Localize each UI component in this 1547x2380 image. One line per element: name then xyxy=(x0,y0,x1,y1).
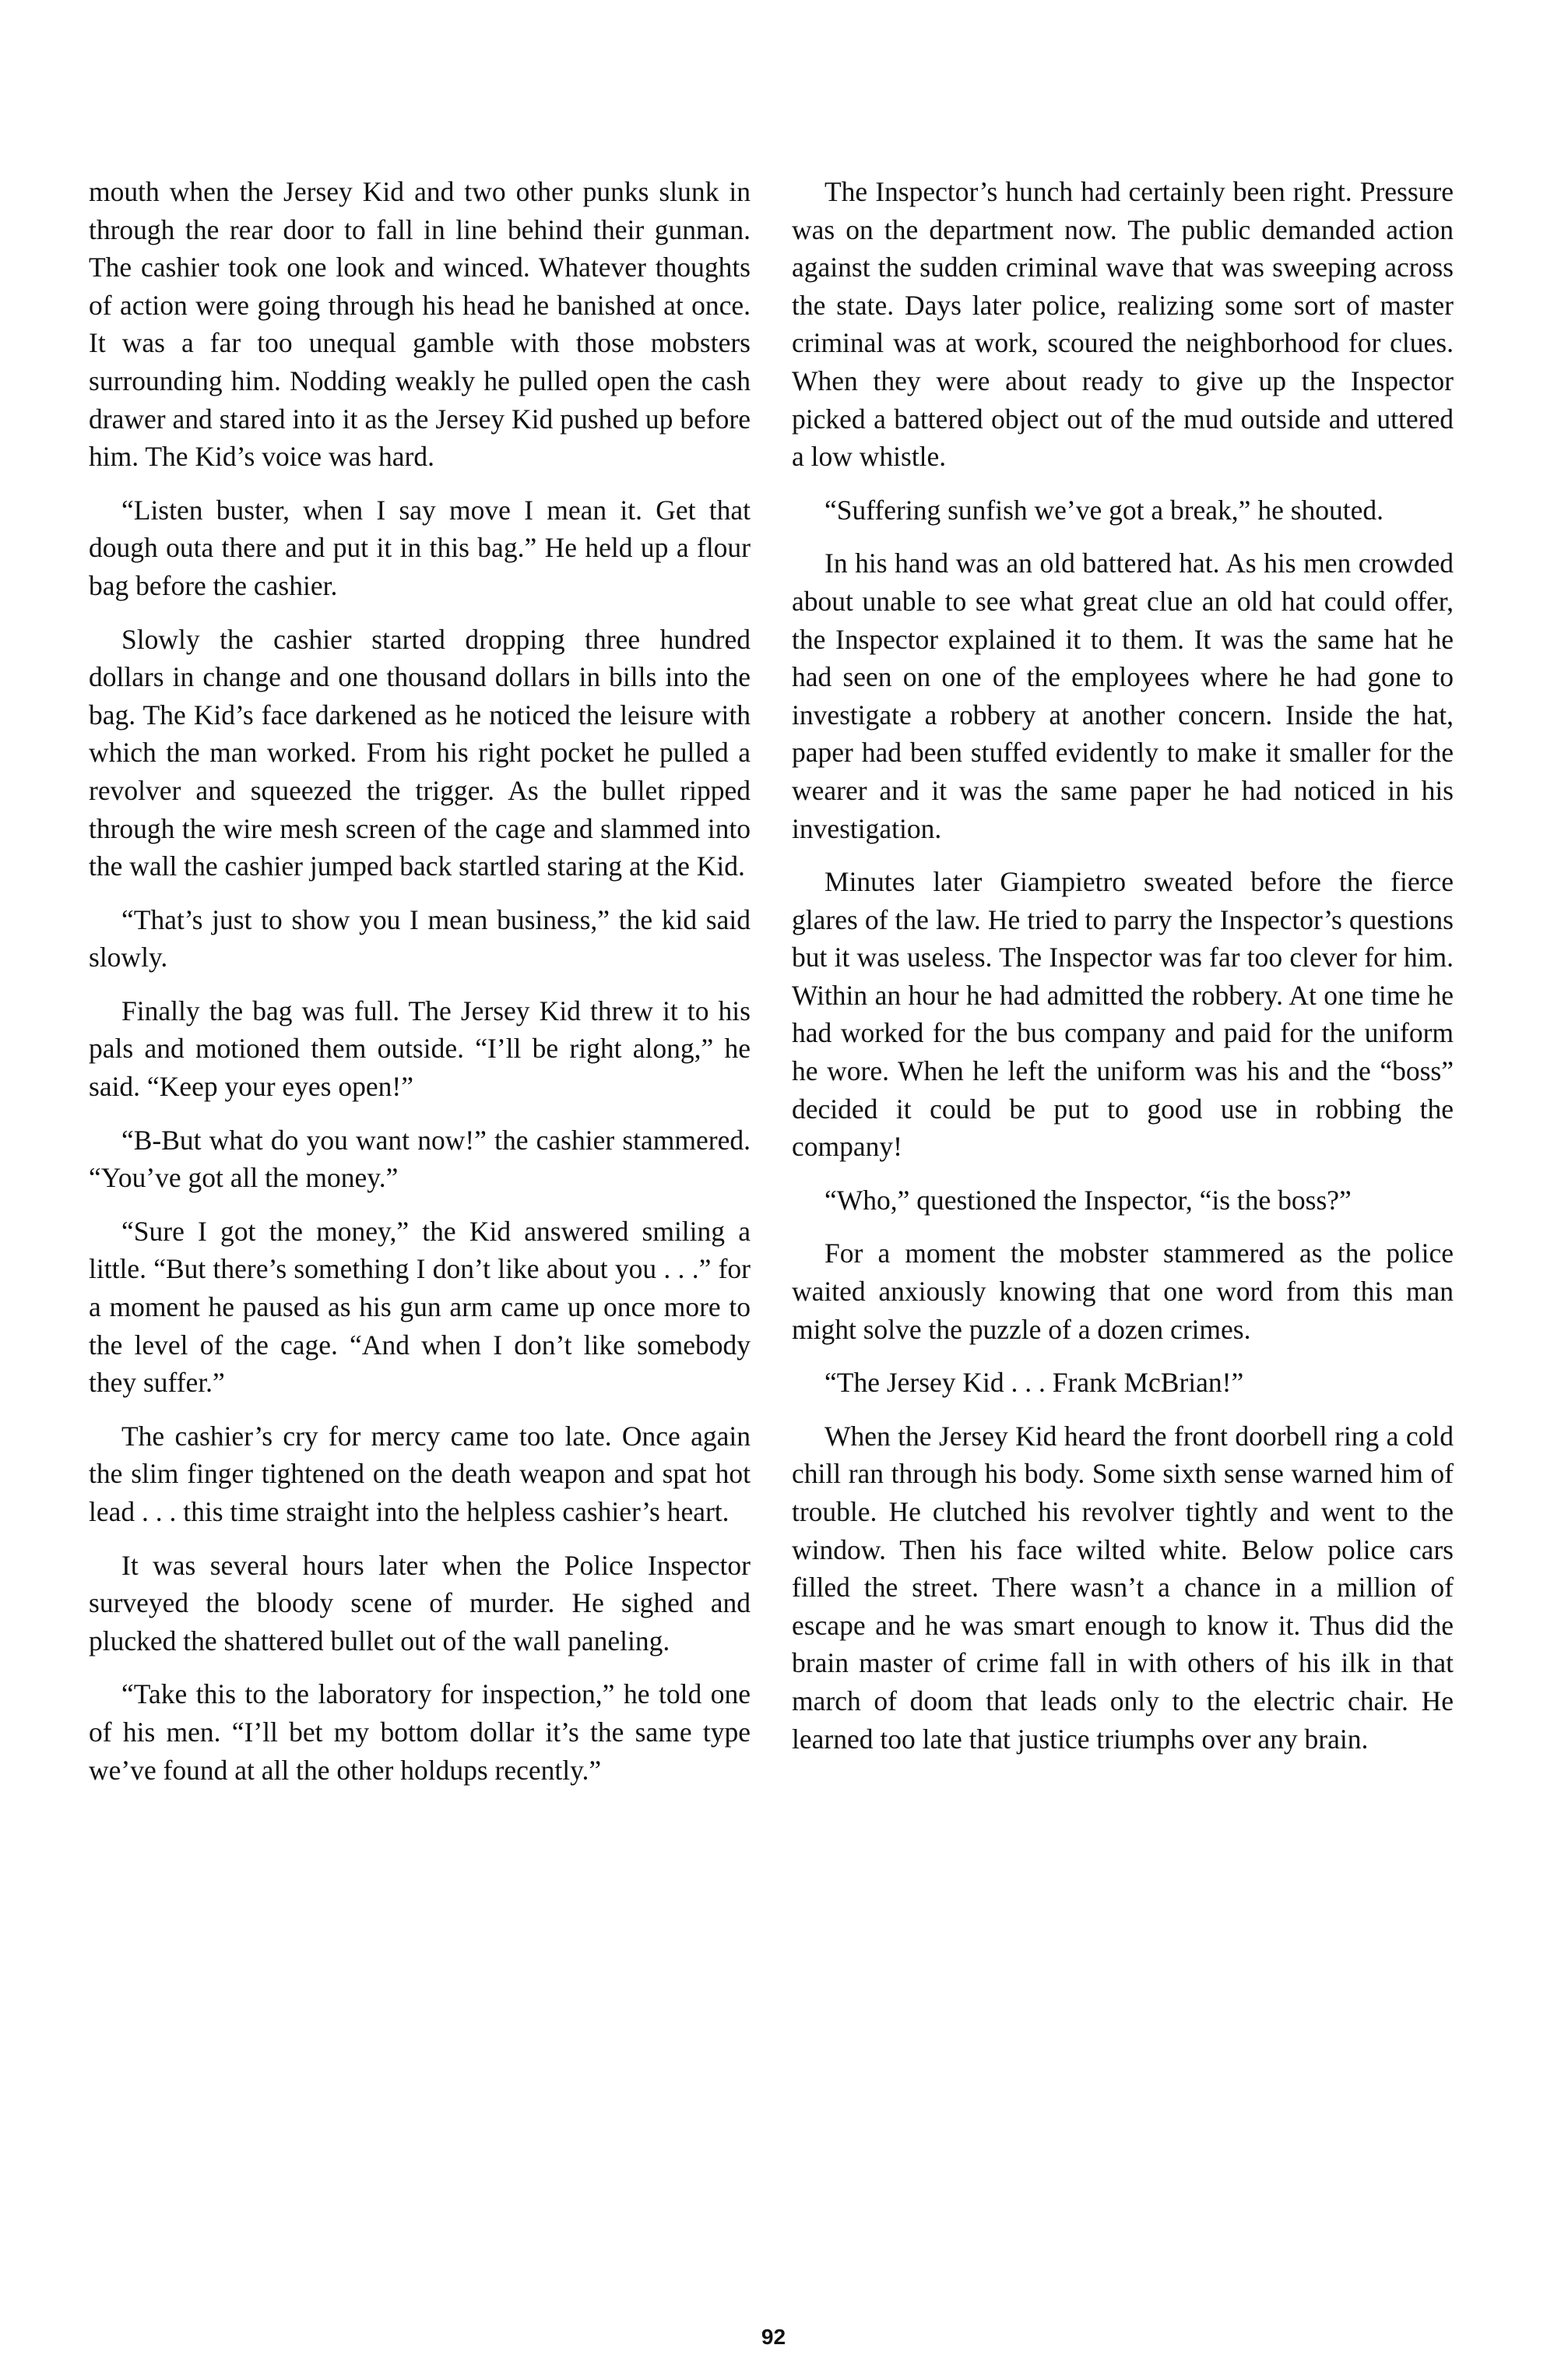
paragraph: For a moment the mobster stammered as the police waited anxiously knowing that one word from this man might solve the puzzle of a dozen crimes. xyxy=(792,1238,1454,1345)
paragraph: “Suffering sunfish we’ve got a break,” he shouted. xyxy=(824,494,1384,526)
paragraph: mouth when the Jersey Kid and two other punks slunk in through the rear door to fall in line behind their gunman. The cashier took one look and winced. Whatever thoughts of action were going through his head he banished at once. It was a far too unequal gamble with those mobsters surrounding him. Nodding weakly he pulled open the cash drawer and stared into it as the Jersey Kid pushed up before him. The Kid’s voice was hard. xyxy=(89,176,751,473)
paragraph: Slowly the cashier started dropping three hundred dollars in change and one thousand dollars in bills into the bag. The Kid’s face darkened as he noticed the leisure with which the man worked. From his right pocket he pulled a revolver and squeezed the trigger. As the bullet ripped through the wire mesh screen of the cage and slammed into the wall the cashier jumped back startled staring at the Kid. xyxy=(89,623,751,882)
right-column xyxy=(792,173,1454,1773)
paragraph: The Inspector’s hunch had certainly been right. Pressure was on the department now. The public demanded action against the sudden criminal wave that was sweeping across the state. Days later police, realizing some sort of master criminal was at work, scoured the neighborhood for clues. When they were about ready to give up the Inspector picked a battered object out of the mud outside and uttered a low whistle. xyxy=(792,176,1454,473)
paragraph: “The Jersey Kid . . . Frank McBrian!” xyxy=(824,1367,1244,1399)
paragraph: It was several hours later when the Police Inspector surveyed the bloody scene of murder. He sighed and plucked the shattered bullet out of the wall paneling. xyxy=(89,1549,751,1656)
left-column xyxy=(89,173,751,1804)
paragraph: “Sure I got the money,” the Kid answered smiling a little. “But there’s something I don’t like about you . . .” for a moment he paused as his gun arm came up once more to the level of the cage. “And when I don’t like somebody they suffer.” xyxy=(89,1215,751,1399)
paragraph: “Who,” questioned the Inspector, “is the boss?” xyxy=(824,1184,1352,1216)
paragraph: The cashier’s cry for mercy came too late. Once again the slim finger tightened on the death weapon and spat hot lead . . . this time straight into the helpless cashier’s heart. xyxy=(89,1420,751,1527)
paragraph: Minutes later Giampietro sweated before the fierce glares of the law. He tried to parry the Inspector’s questions but it was useless. The Inspector was far too clever for him. Within an hour he had admitted the robbery. At one time he had worked for the bus company and paid for the uniform he wore. When he left the uniform was his and the “boss” decided it could be put to good use in robbing the company! xyxy=(792,866,1454,1163)
paragraph: In his hand was an old battered hat. As his men crowded about unable to see what great clue an old hat could offer, the Inspector explained it to them. It was the same hat he had seen on one of the employees where he had gone to investigate a robbery at another concern. Inside the hat, paper had been stuffed evidently to make it smaller for the wearer and it was the same paper he had noticed in his investigation. xyxy=(792,547,1454,844)
paragraph: “Take this to the laboratory for inspection,” he told one of his men. “I’ll bet my bottom dollar it’s the same type we’ve found at all the other holdups recently.” xyxy=(89,1678,751,1786)
paragraph: “Listen buster, when I say move I mean it. Get that dough outa there and put it in this bag.” He held up a flour bag before the cashier. xyxy=(89,494,751,601)
page-number: 92 xyxy=(761,2325,786,2349)
paragraph: “B-But what do you want now!” the cashier stammered. “You’ve got all the money.” xyxy=(89,1124,751,1194)
paragraph: When the Jersey Kid heard the front doorbell ring a cold chill ran through his body. Some sixth sense warned him of trouble. He clutched his revolver tightly and went to the window. Then his face wilted white. Below police cars filled the street. There wasn’t a chance in a million of escape and he was smart enough to know it. Thus did the brain master of crime fall in with others of his ilk in that march of doom that leads only to the electric chair. He learned too late that justice triumphs over any brain. xyxy=(792,1420,1454,1755)
paragraph: Finally the bag was full. The Jersey Kid threw it to his pals and motioned them outside. “I’ll be right along,” he said. “Keep your eyes open!” xyxy=(89,995,751,1103)
paragraph: “That’s just to show you I mean business,” the kid said slowly. xyxy=(89,903,751,973)
